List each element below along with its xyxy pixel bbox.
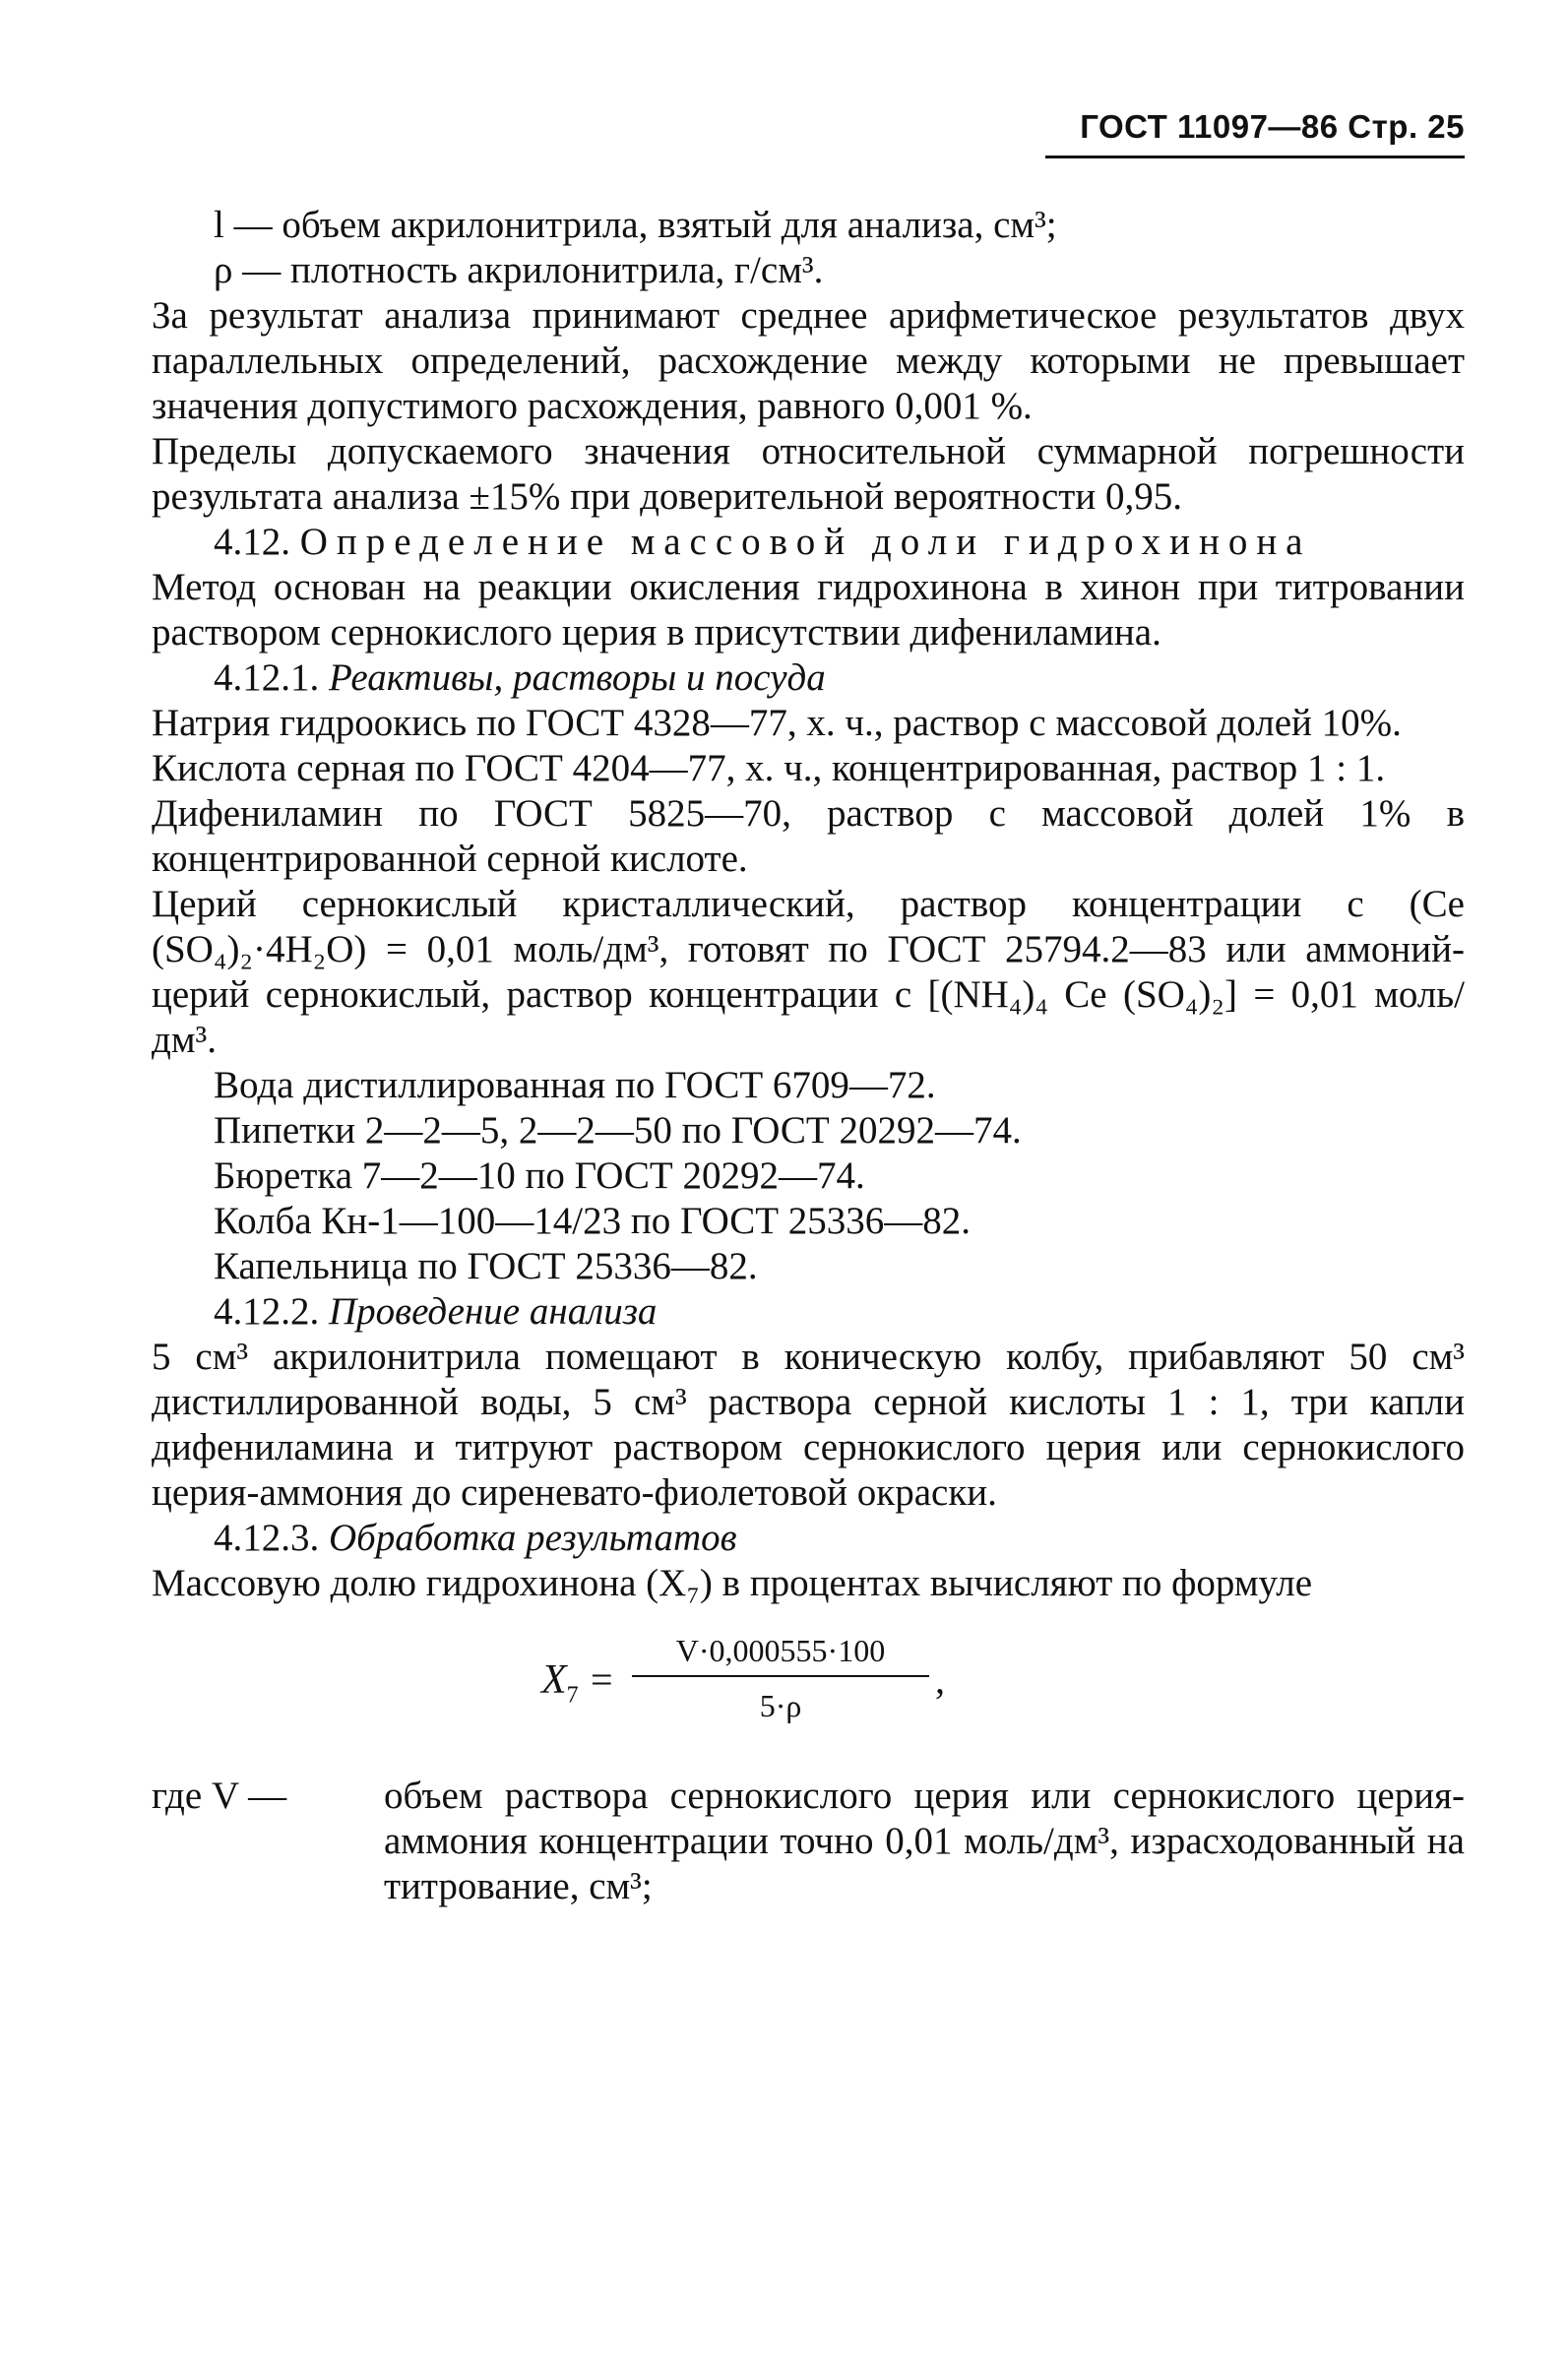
equipment-pipettes: Пипетки 2—2—5, 2—2—50 по ГОСТ 20292—74.	[214, 1109, 1022, 1152]
paragraph-procedure: 5 см³ акрилонитрила помещают в коническую колбу, прибавляют 50 см³ дистиллированной воды, 5 см³ раствора серной кислоты 1 : 1, три капли дифениламина и титруют раствором сернокислого церия или сернокислого церия-аммония до сиреневато-фиолетовой окраски.	[152, 1336, 1465, 1514]
paragraph-result	[152, 293, 1465, 429]
formula-numerator: V·0,000555·100	[675, 1633, 886, 1668]
formula-lhs-subscript: 7	[566, 1682, 579, 1709]
reagent-sulfuric-acid: Кислота серная по ГОСТ 4204—77, х. ч., концентрированная, раствор 1 : 1.	[152, 747, 1386, 789]
page-header: ГОСТ 11097—86 Стр. 25	[1080, 108, 1465, 145]
formula-equals: =	[591, 1657, 613, 1702]
equipment-flask: Колба Кн-1—100—14/23 по ГОСТ 25336—82.	[214, 1200, 972, 1242]
formula-x7	[152, 1628, 1465, 1744]
paragraph-calculation: Массовую долю гидрохинона (X₇) в процентах вычисляют по формуле	[152, 1562, 1313, 1604]
section-number: 4.12.1.	[214, 656, 320, 699]
formula-denominator: 5·ρ	[759, 1688, 802, 1723]
header-rule	[1045, 156, 1465, 158]
formula-fraction-bar	[632, 1675, 929, 1677]
section-title: Обработка результатов	[329, 1517, 737, 1559]
reagent-water: Вода дистиллированная по ГОСТ 6709—72.	[214, 1064, 936, 1106]
section-number: 4.12.3.	[214, 1517, 320, 1559]
where-clause	[152, 1774, 1465, 1909]
paragraph-result-text: За результат анализа принимают среднее арифметическое результатов двух параллельных определений, расхождение между которыми не превышает значения допустимого расхождения, равного 0,001 %.	[152, 294, 1465, 427]
formula-comma: ,	[935, 1657, 945, 1702]
section-4-12-2	[152, 1289, 1465, 1335]
equipment-dropper: Капельница по ГОСТ 25336—82.	[214, 1245, 758, 1287]
where-text: объем раствора сернокислого церия или сернокислого церия-аммония концентрации точно 0,01 моль/дм³, израсходованный на титрование, см³;	[384, 1775, 1465, 1907]
reagent-sodium-hydroxide: Натрия гидроокись по ГОСТ 4328—77, х. ч., раствор с массовой долей 10%.	[152, 702, 1402, 744]
definition-density: ρ — плотность акрилонитрила, г/см³.	[214, 249, 824, 291]
formula-lhs-symbol: X	[541, 1657, 567, 1703]
formula-lhs	[541, 1657, 579, 1709]
section-4-12-1	[152, 655, 1465, 701]
section-number: 4.12.2.	[214, 1290, 320, 1333]
reagent-cerium-sulfate: Церий сернокислый кристаллический, раствор концентрации c (Ce (SO₄)₂·4H₂O) = 0,01 моль/дм³, готовят по ГОСТ 25794.2—83 или аммоний-церий сернокислый, раствор концентрации c [(NH₄)₄ Ce (SO₄)₂] = 0,01 моль/дм³.	[152, 883, 1465, 1061]
reagent-diphenylamine: Дифениламин по ГОСТ 5825—70, раствор с массовой долей 1% в концентрированной серной кислоте.	[152, 792, 1465, 880]
section-title: Реактивы, растворы и посуда	[329, 656, 826, 699]
document-body	[152, 203, 1465, 1909]
equipment-burette: Бюретка 7—2—10 по ГОСТ 20292—74.	[214, 1154, 865, 1197]
paragraph-error-limits: Пределы допускаемого значения относительной суммарной погрешности результата анализа ±15% при доверительной вероятности 0,95.	[152, 430, 1465, 518]
where-label: где V —	[152, 1775, 287, 1817]
section-4-12-3	[152, 1516, 1465, 1561]
section-title: Проведение анализа	[329, 1290, 658, 1333]
section-title: Определение массовой доли гидрохинона	[299, 521, 1312, 563]
definition-volume: l — объем акрилонитрила, взятый для анализа, см³;	[214, 204, 1057, 246]
paragraph-method: Метод основан на реакции окисления гидрохинона в хинон при титровании раствором сернокислого церия в присутствии дифениламина.	[152, 566, 1465, 654]
section-4-12	[152, 520, 1465, 565]
section-number: 4.12.	[214, 521, 290, 563]
